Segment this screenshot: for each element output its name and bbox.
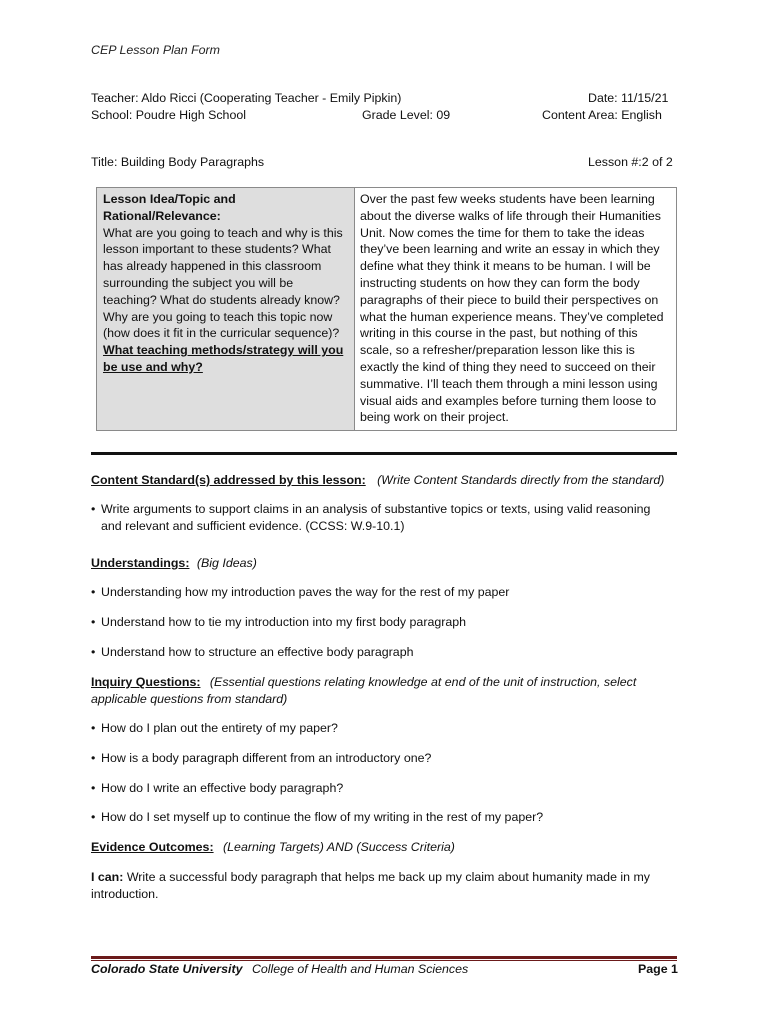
content-standards-heading-row: [91, 472, 664, 489]
grade-level-field: Grade Level: 09: [362, 108, 451, 122]
inquiry-question-item: [91, 809, 543, 826]
content-area-field: Content Area: English: [542, 108, 662, 122]
date-field: Date: 11/15/21: [588, 91, 669, 105]
inquiry-note: (Essential questions relating knowledge at end of the unit of instruction, select: [209, 675, 637, 689]
response-line: summative. I’ll teach them through a mini lesson using: [360, 376, 658, 391]
lesson-number: Lesson #:2 of 2: [588, 155, 673, 169]
response-line: what the human experience means. They’ve completed: [360, 309, 664, 324]
bullet-glyph: •: [91, 721, 96, 735]
inquiry-heading-row: [91, 674, 636, 691]
understanding-item: [91, 644, 413, 661]
i-can-statement: [91, 869, 650, 886]
i-can-text: Write a successful body paragraph that helps me back up my claim about humanity made in my: [123, 870, 651, 884]
response-line: about the diverse walks of life through their Humanities: [360, 208, 661, 223]
school-field: School: Poudre High School: [91, 108, 246, 122]
evidence-heading-row: [91, 839, 455, 856]
response-line: visual aids and examples before turning them loose to: [360, 393, 657, 408]
evidence-note: (Learning Targets) AND (Success Criteria): [223, 840, 455, 854]
response-line: instructing students on how they can form the body: [360, 275, 640, 290]
inquiry-question-item: [91, 780, 343, 797]
footer-page-number: Page 1: [638, 962, 678, 976]
lesson-title: Title: Building Body Paragraphs: [91, 155, 265, 169]
prompt-line: teaching? What do students already know?: [103, 292, 340, 307]
standard-bullet: [91, 501, 650, 535]
i-can-label: I can:: [91, 870, 124, 884]
standard-text-line: Write arguments to support claims in an analysis of substantive topics or texts, using valid reasoning: [101, 502, 651, 516]
footer-rule: [91, 956, 677, 959]
understandings-heading-row: [91, 555, 257, 572]
response-line: writing in this course in the past, but nothing of this: [360, 326, 638, 341]
bullet-glyph: •: [91, 502, 96, 516]
lesson-idea-prompt-cell: [97, 188, 355, 430]
methods-prompt-line: be use and why?: [103, 359, 203, 374]
prompt-line: What are you going to teach and why is this: [103, 225, 343, 240]
bullet-glyph: •: [91, 810, 96, 824]
understandings-heading: Understandings:: [91, 556, 190, 570]
prompt-line: lesson important to these students? What: [103, 242, 331, 257]
form-title: CEP Lesson Plan Form: [91, 43, 221, 57]
inquiry-question-text: How do I plan out the entirety of my paper?: [101, 721, 338, 735]
inquiry-question-item: [91, 750, 431, 767]
inquiry-heading: Inquiry Questions:: [91, 675, 201, 689]
response-line: scale, so a refresher/preparation lesson like this is: [360, 343, 635, 358]
standard-text-line: and relevant and sufficient evidence. (CCSS: W.9-10.1): [101, 519, 405, 533]
content-standards-heading: Content Standard(s) addressed by this lesson:: [91, 473, 366, 487]
inquiry-question-text: How do I set myself up to continue the flow of my writing in the rest of my paper?: [101, 810, 544, 824]
inquiry-note-continued: applicable questions from standard): [91, 692, 288, 706]
response-line: being work on their project.: [360, 410, 509, 425]
response-line: they’ve been learning and write an essay in which they: [360, 242, 660, 257]
teacher-field: Teacher: Aldo Ricci (Cooperating Teacher - Emily Pipkin): [91, 91, 402, 105]
footer-college: College of Health and Human Sciences: [251, 962, 469, 976]
understanding-item: [91, 614, 466, 631]
footer-left: [91, 961, 468, 978]
response-line: paragraphs of their piece to build their perspectives on: [360, 292, 659, 307]
understanding-item: [91, 584, 509, 601]
inquiry-question-text: How is a body paragraph different from an introductory one?: [101, 751, 432, 765]
bullet-glyph: •: [91, 751, 96, 765]
prompt-line: Why are you going to teach this topic now: [103, 309, 333, 324]
i-can-text-continued: introduction.: [91, 887, 159, 901]
prompt-line: has already happened in this classroom: [103, 259, 322, 274]
understandings-note: (Big Ideas): [196, 556, 257, 570]
evidence-heading: Evidence Outcomes:: [91, 840, 214, 854]
section-divider: [91, 452, 677, 455]
response-line: exactly the kind of thing they need to succeed on their: [360, 359, 656, 374]
understanding-text: Understand how to structure an effective body paragraph: [101, 645, 414, 659]
content-standards-note: (Write Content Standards directly from the standard): [377, 473, 665, 487]
response-line: define what they think it means to be human. I will be: [360, 259, 651, 274]
lesson-idea-heading: Lesson Idea/Topic and Rational/Relevance:: [103, 192, 236, 223]
bullet-glyph: •: [91, 781, 96, 795]
response-line: Unit. Now comes the time for them to take the ideas: [360, 225, 645, 240]
bullet-glyph: •: [91, 585, 96, 599]
footer-university: Colorado State University: [91, 962, 243, 976]
bullet-glyph: •: [91, 645, 96, 659]
inquiry-question-text: How do I write an effective body paragraph?: [101, 781, 344, 795]
response-line: Over the past few weeks students have been learning: [360, 192, 655, 206]
lesson-idea-response-cell: [355, 188, 676, 430]
bullet-glyph: •: [91, 615, 96, 629]
lesson-idea-table: [96, 187, 677, 431]
understanding-text: Understand how to tie my introduction into my first body paragraph: [101, 615, 467, 629]
inquiry-question-item: [91, 720, 338, 737]
methods-prompt-line: What teaching methods/strategy will you: [103, 343, 344, 358]
understanding-text: Understanding how my introduction paves the way for the rest of my paper: [101, 585, 510, 599]
prompt-line: (how does it fit in the curricular sequence)?: [103, 326, 340, 341]
prompt-line: surrounding the subject you will be: [103, 275, 294, 290]
